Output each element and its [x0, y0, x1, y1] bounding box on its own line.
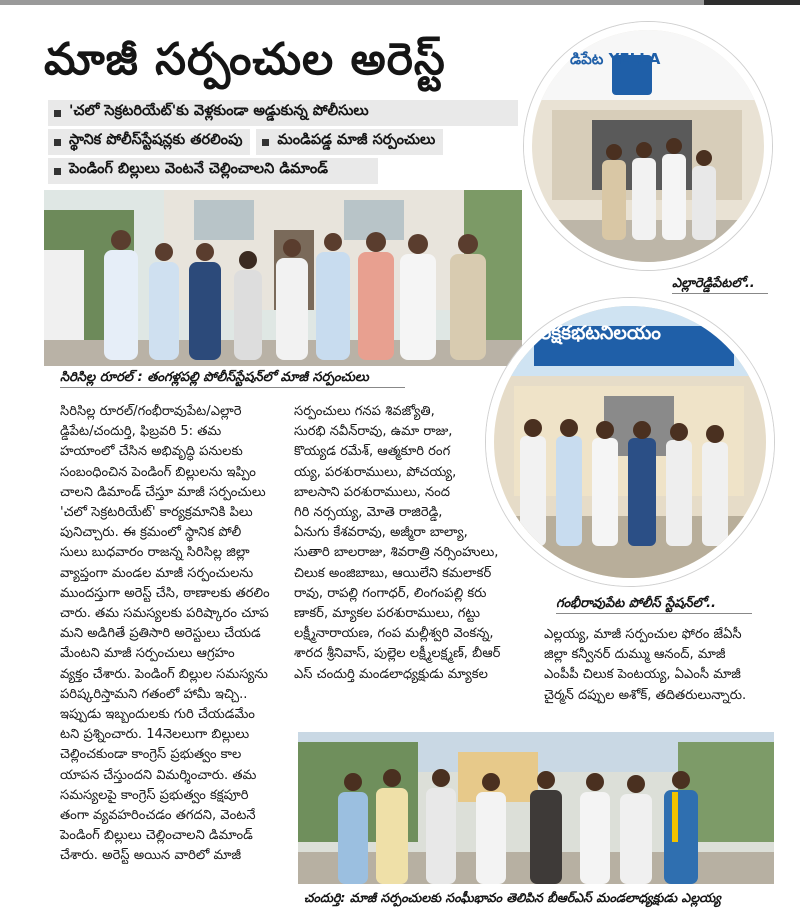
article-line: య్య, పరశురాములు, పోచయ్య,: [294, 464, 457, 480]
article-line: బాలసాని పరశురాములు, నంద: [294, 484, 451, 500]
article-line: లక్ష్మీనారాయణ, గంప మల్లీశ్వరి వెంకన్న,: [294, 626, 494, 642]
article-line: ణాకర్, మ్యాకల పరశురాములు, గట్టు: [294, 606, 481, 622]
article-line: రావు, రాపల్లి గంగాధర్, లింగంపల్లి కరు: [294, 585, 487, 601]
subheadline-text: పెండింగ్ బిల్లులు వెంటనే చెల్లించాలని డిమాండ్: [69, 161, 328, 177]
article-line: సంబంధించిన పెండింగ్ బిల్లులను ఇప్పిం: [60, 464, 256, 480]
main-photo-caption: సిరిసిల్ల రూరల్ : తంగళ్లపల్లి పోలీస్‌స్టేషన్‌లో మాజీ సర్పంచులు: [60, 370, 405, 388]
article-line: తంగా వ్యవహరించడం తగదని, వెంటనే: [60, 808, 256, 824]
top-rule: [0, 0, 800, 5]
article-line: చేశారు. అరెస్ట్ అయిన వారిలో మాజీ: [60, 848, 242, 864]
article-column-1: [60, 402, 289, 867]
article-line: ఎల్లయ్య, మాజీ సర్పంచుల ఫోరం జేఏసీ: [544, 627, 742, 642]
article-line: యాపన చేస్తుందని విమర్శించారు. తమ: [60, 767, 257, 783]
article-line: హయాంలో చేసిన అభివృద్ధి పనులకు: [60, 444, 243, 460]
main-group-photo: [44, 190, 522, 366]
subheadline-text: 'చలో సెక్రటరియేట్'కు వెళ్లకుండా అడ్డుకున్న పోలీసులు: [69, 103, 369, 119]
article-line: సర్పంచులు గనప శివజ్యోతి,: [294, 404, 435, 419]
article-line: సుతారి బాలరాజు, శివరాత్రి నర్సింహులు,: [294, 545, 499, 561]
station-sign-text: డిపేట YELLA: [570, 50, 661, 68]
bullet-square-icon: [54, 139, 61, 146]
bullet-square-icon: [54, 110, 61, 117]
bullet-square-icon: [54, 168, 61, 175]
circle2-caption: గంభీరావుపేట పోలీస్ స్టేషన్‌లో..: [556, 596, 752, 614]
article-line: చైర్మన్ దప్పుల అశోక్, తదితరులున్నారు.: [544, 687, 747, 703]
article-line: ఇప్పుడు ఇబ్బందులకు గురి చేయడమేం: [60, 707, 255, 723]
article-line: ఎంపీపీ చిలుక పెంటయ్య, ఏఎంసీ మాజీ: [544, 667, 741, 683]
article-line: పునిచ్చారు. ఈ క్రమంలో స్థానిక పోలీ: [60, 525, 242, 541]
subheadline-text: మండిపడ్డ మాజీ సర్పంచులు: [277, 132, 436, 148]
article-line: వ్యాప్తంగా మండల మాజీ సర్పంచులను: [60, 565, 254, 581]
article-line: శారద శ్రీనివాస్, పుల్లెల లక్ష్మీలక్ష్మణ్, బీఆర్: [294, 646, 501, 662]
article-line: గిరి నర్సయ్య, మోతె రాజిరెడ్డి,: [294, 505, 443, 521]
article-line: ముందస్తుగా అరెస్ట్ చేసి, ఠాణాలకు తరలిం: [60, 585, 270, 601]
article-line: సురభి నవీన్‌రావు, ఉమా రాజు,: [294, 424, 453, 440]
article-line: ఎస్ చందుర్తి మండలాధ్యక్షుడు మ్యాకల: [294, 666, 488, 682]
article-line: ఏనుగు కేశవరావు, అజ్మీరా బాల్యా,: [294, 525, 468, 541]
article-line: సులు బుధవారం రాజన్న సిరిసిల్ల జిల్లా: [60, 545, 250, 561]
station-sign-text: రక్షకభటనిలయం: [540, 322, 661, 344]
subheadline-item: [48, 100, 518, 126]
top-rule-accent: [704, 0, 800, 5]
article-line: సిరిసిల్ల రూరల్/గంభీరావుపేట/ఎల్లారె: [60, 404, 242, 419]
bullet-square-icon: [262, 139, 269, 146]
subheadline-list: [48, 100, 518, 187]
article-column-2: [294, 402, 526, 685]
article-line: మని అడిగితే ప్రతిసారి అరెస్టులు చేయడ: [60, 626, 261, 642]
bottom-photo-caption: చందుర్తి: మాజీ సర్పంచులకు సంఘీభావం తెలిపిన బీఆర్ఎస్ మండలాధ్యక్షుడు ఎల్లయ్య: [304, 890, 721, 905]
article-line: చాలని డిమాండ్ చేస్తూ మాజీ సర్పంచులు: [60, 484, 266, 500]
headline: మాజీ సర్పంచుల అరెస్ట్: [44, 34, 446, 85]
article-line: వ్యక్తం చేశారు. పెండింగ్ బిల్లుల సమస్యను: [60, 666, 268, 682]
article-line: చిలుక అంజిబాబు, ఆయిలేని కమలాకర్: [294, 565, 492, 581]
article-line: టని ప్రశ్నించారు. 14నెలలుగా బిల్లులు: [60, 727, 250, 743]
article-line: పెండింగ్ బిల్లులు చెల్లించాలని డిమాండ్: [60, 828, 253, 844]
subheadline-item: [48, 129, 518, 155]
article-line: జిల్లా కన్వీనర్ దుమ్ము ఆనంద్, మాజీ: [544, 647, 726, 663]
circle1-caption: ఎల్లారెడ్డిపేటలో..: [672, 276, 768, 294]
article-line: చెల్లించకుండా కాంగ్రెస్ ప్రభుత్వం కాల: [60, 747, 242, 763]
subheadline-text: స్థానిక పోలీస్‌స్టేషన్లకు తరలింపు: [69, 132, 243, 148]
bottom-group-photo: [298, 732, 774, 884]
subheadline-item: [48, 158, 378, 184]
article-line: పరిష్కరిస్తామని గతంలో హామీ ఇచ్చి..: [60, 686, 248, 702]
article-line: చారు. తమ సమస్యలకు పరిష్కారం చూప: [60, 606, 269, 622]
article-line: డ్డిపేట/చందుర్తి, ఫిబ్రవరి 5: తమ: [60, 424, 222, 440]
article-line: కొయ్యడ రమేశ్, ఆత్మకూరి రంగ: [294, 444, 451, 460]
article-line: 'చలో సెక్రటరియేట్' కార్యక్రమానికి పిలు: [60, 505, 253, 521]
article-line: సమస్యలపై కాంగ్రెస్ ప్రభుత్వం కక్షపూరి: [60, 787, 249, 803]
article-line: మేంటని మాజీ సర్పంచులు ఆగ్రహం: [60, 646, 235, 662]
article-column-3: [544, 625, 772, 706]
